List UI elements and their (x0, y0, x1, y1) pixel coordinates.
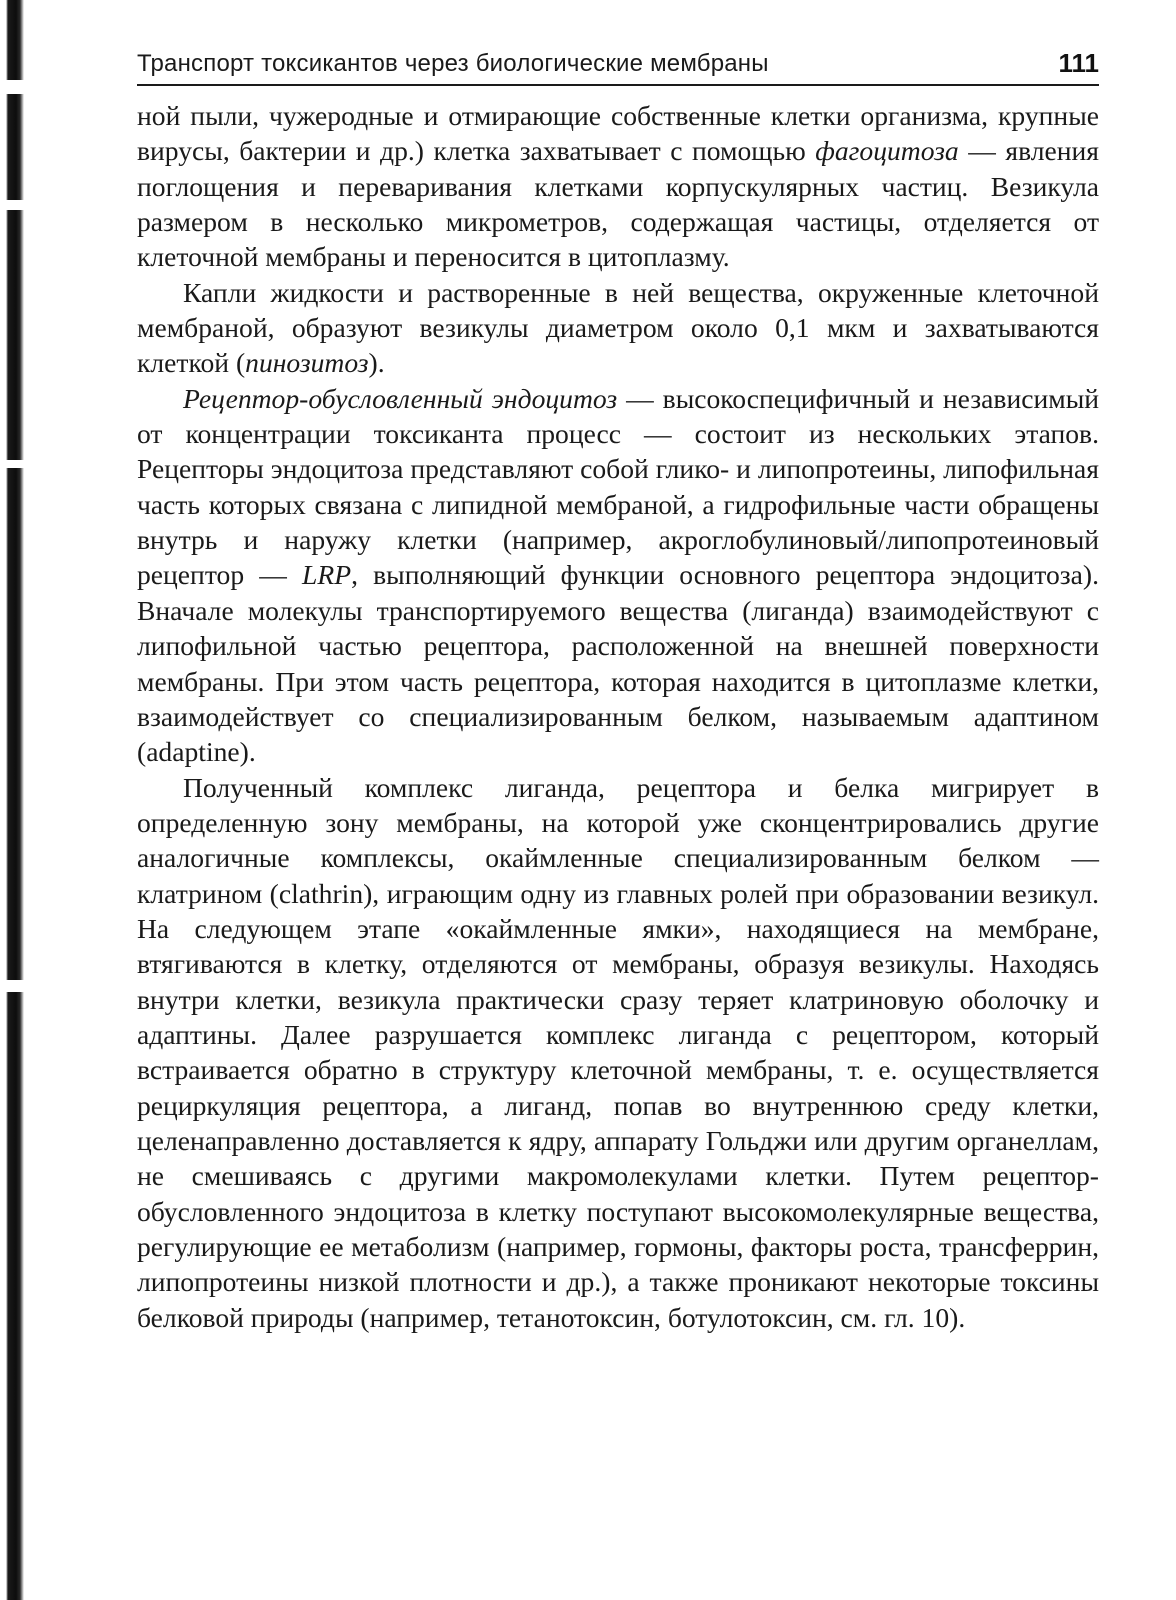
paragraph (137, 770, 1099, 1336)
page-body (137, 98, 1099, 1335)
text-run: ной пыли, чужеродные и отмирающие собственные клетки организма, крупные вирусы, бактерии и др.) клетка захватывает с помощью (137, 100, 1099, 167)
text-run: , выполняющий функции основного рецептора эндоцитоза). Вначале молекулы транспортируемого вещества (лиганда) взаимодействуют с липофильной частью рецептора, расположенной на внешней поверхности мембраны. При этом часть рецептора, которая находится в цитоплазме клетки, взаимодействует со специализированным белком, называемым адаптином (adaptine). (137, 559, 1099, 768)
text-run: ). (368, 347, 385, 379)
page-binding-shadow (0, 0, 30, 1600)
text-run: Капли жидкости и растворенные в ней вещества, окруженные клеточной мембраной, образуют везикулы диаметром около 0,1 мкм и захватываются клеткой ( (137, 276, 1099, 379)
running-title: Транспорт токсикантов через биологические мембраны (137, 50, 769, 77)
page-number: 111 (1058, 48, 1099, 78)
running-header (137, 44, 1099, 86)
text-run: Полученный комплекс лиганда, рецептора и белка мигрирует в определенную зону мембраны, на которой уже сконцентрировались другие аналогичные комплексы, окаймленные специализированным белком — клатрином (clathrin), играющим одну из главных ролей при образовании везикул. На следующем этапе «окаймленные ямки», находящиеся на мембране, втягиваются в клетку, отделяются от мембраны, образуя везикулы. Находясь внутри клетки, везикула практически сразу теряет клатриновую оболочку и адаптины. Далее разрушается комплекс лиганда с рецептором, который встраивается обратно в структуру клеточной мембраны, т. е. осуществляется рециркуляция рецептора, а лиганд, попав во внутреннюю среду клетки, целенаправленно доставляется к ядру, аппарату Гольджи или другим органеллам, не смешиваясь с другими макромолекулами клетки. Путем рецептор-обусловленного эндоцитоза в клетку поступают высокомолекулярные вещества, регулирующие ее метаболизм (например, гормоны, факторы роста, трансферрин, липопротеины низкой плотности и др.), а также проникают некоторые токсины белковой природы (например, тетанотоксин, ботулотоксин, см. гл. 10). (137, 771, 1099, 1333)
paragraph (137, 381, 1099, 770)
paragraph (137, 275, 1099, 381)
term-phagocytosis: фагоцитоза (815, 135, 959, 167)
term-lrp: LRP (302, 559, 352, 591)
paragraph (137, 98, 1099, 275)
term-pinocytosis: пинозитоз (245, 347, 369, 379)
text-run: — явления поглощения и переваривания клетками корпускулярных частиц. Везикула размером в несколько микрометров, содержащая частицы, отделяется от клеточной мембраны и переносится в цитоплазму. (137, 135, 1099, 273)
text-run: — высокоспецифичный и независимый от концентрации токсиканта процесс — состоит из нескольких этапов. Рецепторы эндоцитоза представляют собой глико- и липопротеины, липофильная часть которых связана с липидной мембраной, а гидрофильные части обращены внутрь и наружу клетки (например, акроглобулиновый/липопротеиновый рецептор — (137, 382, 1099, 591)
term-receptor-endocytosis: Рецептор-обусловленный эндоцитоз (183, 382, 618, 414)
